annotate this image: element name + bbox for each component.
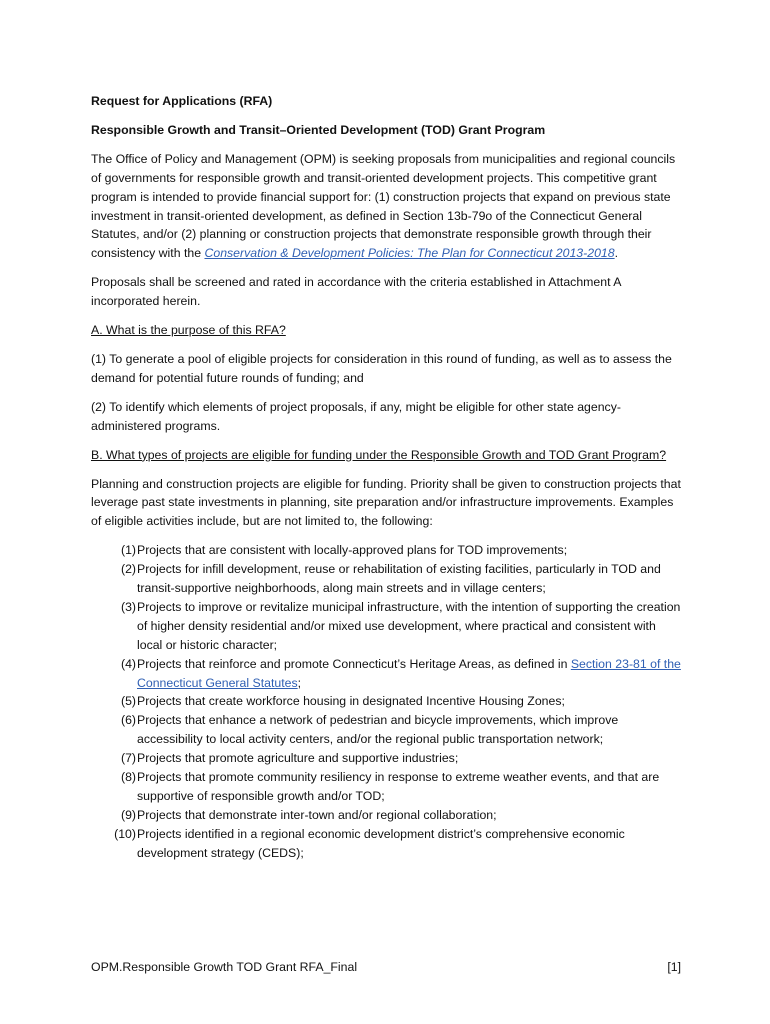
list-item-text: Projects that demonstrate inter-town and/or regional collaboration;	[137, 807, 497, 822]
list-item-text	[137, 655, 681, 693]
intro-text: The Office of Policy and Management (OPM) is seeking proposals from municipalities and regional councils of governments for responsible growth and transit-oriented development projects. This competitive grant program is intended to provide financial support for: (1) construction projects that expand on previous state investment in transit-oriented development, as defined in Section 13b-79o of the Connecticut General Statutes, and/or (2) planning or construction projects that demonstrate responsible growth through their consistency with the	[91, 151, 676, 261]
list-item-number: (7)	[120, 751, 136, 766]
list-item	[91, 541, 681, 560]
list-item	[91, 768, 681, 806]
screening-paragraph: Proposals shall be screened and rated in accordance with the criteria established in Attachment A incorporated herein.	[91, 275, 621, 309]
list-item-text: Projects to improve or revitalize municipal infrastructure, with the intention of supporting the creation of higher density residential and/or mixed use development, where practical and consistent with local or historic character;	[137, 599, 681, 652]
list-item-number: (6)	[120, 713, 136, 728]
list-item	[91, 749, 681, 768]
list-item	[91, 806, 681, 825]
section-b-title: B. What types of projects are eligible for funding under the Responsible Growth and TOD Grant Program?	[91, 447, 667, 462]
list-item-number: (3)	[120, 599, 136, 614]
list-item	[91, 598, 681, 655]
footer-page-number: [1]	[667, 960, 681, 974]
list-item-text: Projects identified in a regional economic development district’s comprehensive economic development strategy (CEDS);	[137, 826, 625, 860]
list-item	[91, 692, 681, 711]
section-a-item-1: (1) To generate a pool of eligible projects for consideration in this round of funding, as well as to assess the demand for potential future rounds of funding; and	[91, 351, 672, 385]
section-a-item-2: (2) To identify which elements of project proposals, if any, might be eligible for other state agency-administered programs.	[91, 399, 621, 433]
list-item-text: Projects that promote community resiliency in response to extreme weather events, and that are supportive of responsible growth and/or TOD;	[137, 770, 660, 803]
list-item-text-part: Projects that reinforce and promote Connecticut’s Heritage Areas, as defined in	[137, 656, 571, 671]
list-item-number: (9)	[120, 807, 136, 822]
document-heading: Request for Applications (RFA)	[91, 94, 273, 108]
list-item	[91, 825, 681, 863]
list-item-text: Projects that are consistent with locally-approved plans for TOD improvements;	[137, 543, 568, 558]
list-item-text-end: ;	[297, 675, 302, 690]
list-item-number: (8)	[120, 770, 136, 785]
list-item-text: Projects that enhance a network of pedestrian and bicycle improvements, which improve accessibility to local activity centers, and/or the regional public transportation network;	[137, 713, 619, 747]
section-a-title: A. What is the purpose of this RFA?	[91, 323, 286, 338]
list-item-number: (1)	[120, 543, 136, 558]
statutes-link[interactable]: Section 23-81 of the Connecticut General Statutes	[137, 656, 681, 690]
list-item-text: Projects for infill development, reuse or rehabilitation of existing facilities, particularly in TOD and transit-supportive neighborhoods, along main streets and in village centers;	[137, 562, 661, 596]
program-title: Responsible Growth and Transit–Oriented Development (TOD) Grant Program	[91, 122, 546, 137]
list-item-number: (4)	[120, 656, 136, 671]
list-item-text: Projects that promote agriculture and supportive industries;	[137, 751, 459, 766]
list-item	[91, 655, 681, 693]
list-item-number: (2)	[120, 562, 136, 577]
page-footer	[91, 960, 681, 974]
intro-end: .	[614, 246, 619, 261]
list-item-text: Projects that create workforce housing in designated Incentive Housing Zones;	[137, 694, 565, 709]
list-item-number: (10)	[114, 826, 136, 841]
list-item	[91, 560, 681, 598]
plan-link[interactable]: Conservation & Development Policies: The Plan for Connecticut 2013-2018	[204, 246, 615, 261]
footer-document-name: OPM.Responsible Growth TOD Grant RFA_Final	[91, 960, 358, 974]
intro-paragraph	[91, 150, 681, 263]
eligible-activities-list	[91, 541, 681, 862]
list-item	[91, 711, 681, 749]
section-b-intro: Planning and construction projects are eligible for funding. Priority shall be given to construction projects that leverage past state investments in planning, site preparation and/or infrastructure improvements. Examples of eligible activities include, but are not limited to, the following:	[91, 476, 681, 529]
list-item-number: (5)	[120, 694, 136, 709]
document-body	[91, 92, 681, 863]
